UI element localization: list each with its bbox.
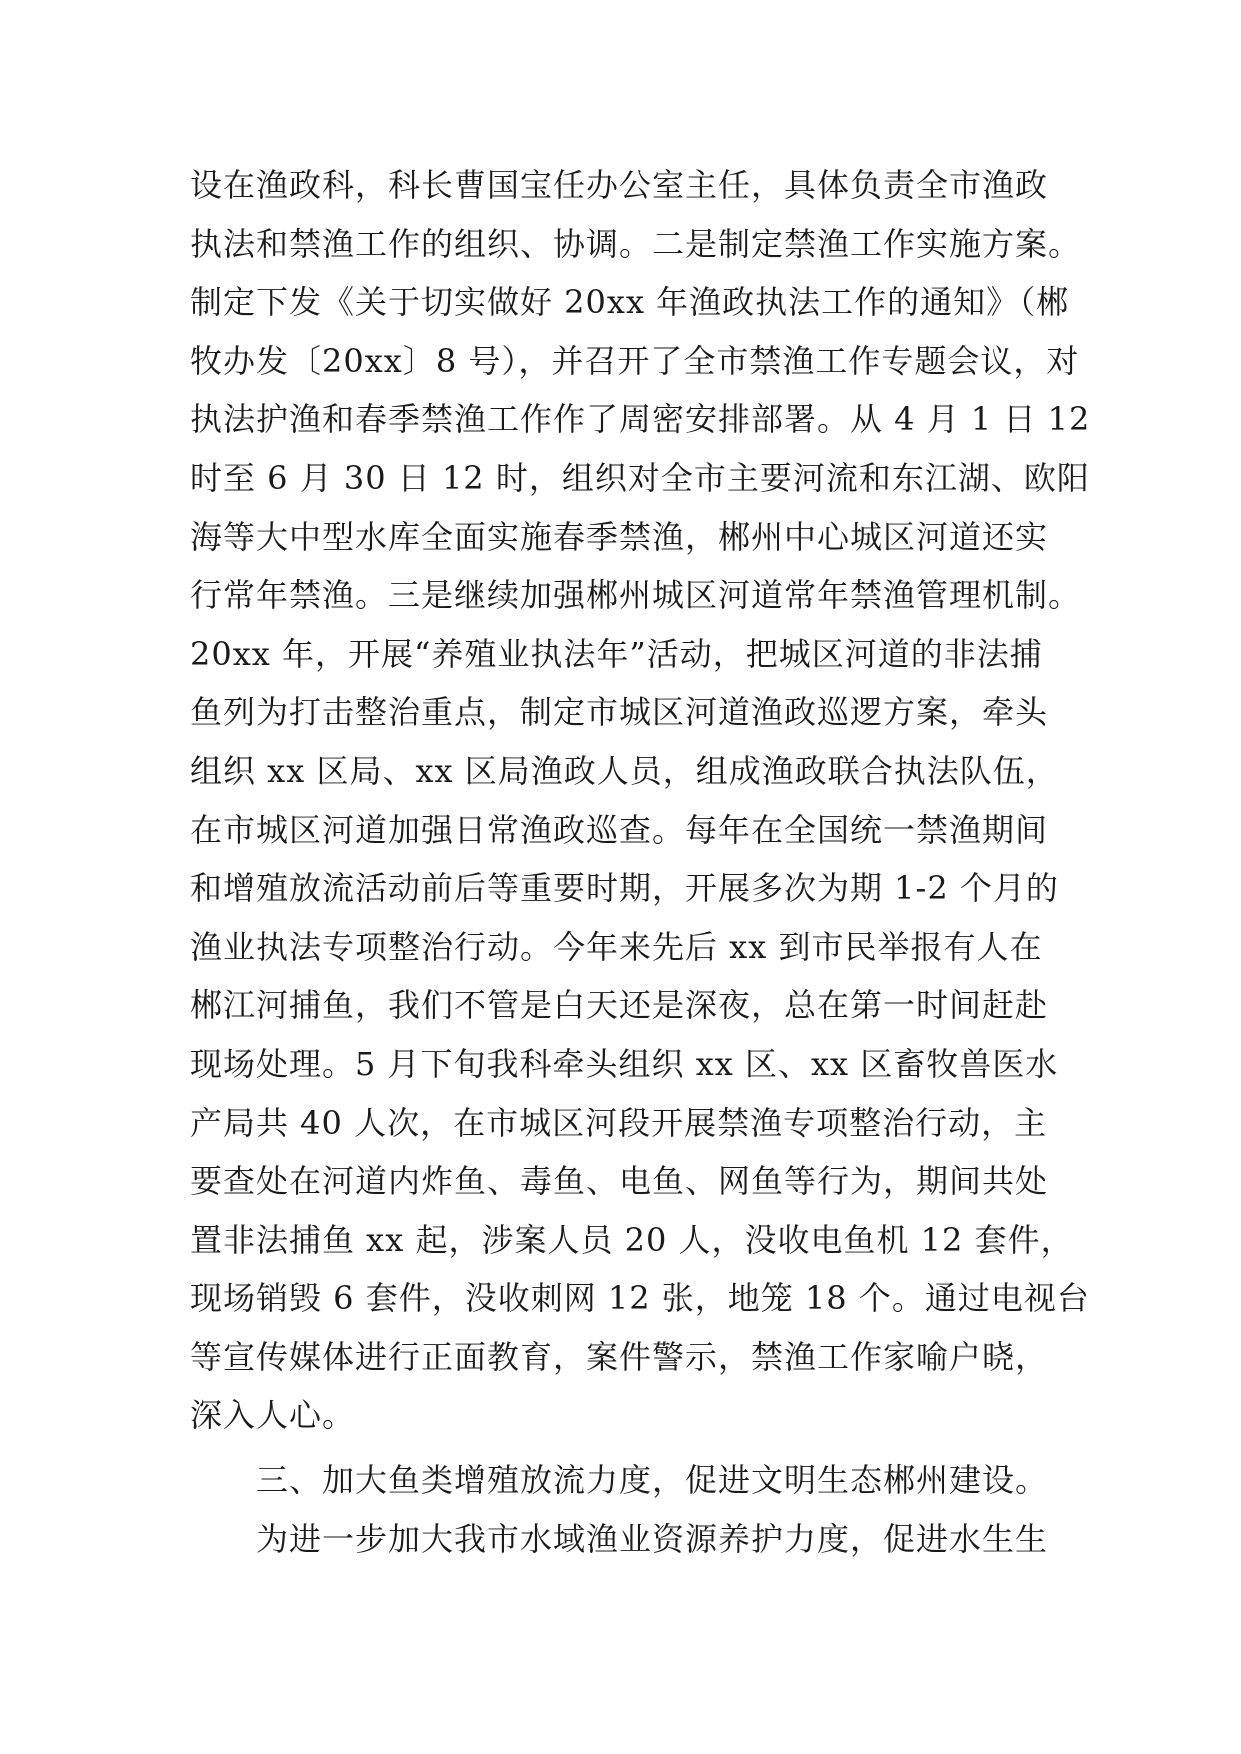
text-line: 时至 6 月 30 日 12 时，组织对全市主要河流和东江湖、欧阳	[190, 458, 1090, 497]
paragraph-start-line: 为进一步加大我市水域渔业资源养护力度，促进水生生	[256, 1519, 1049, 1558]
text-line: 深入人心。	[190, 1396, 356, 1435]
text-line: 执法护渔和春季禁渔工作作了周密安排部署。从 4 月 1 日 12	[190, 400, 1091, 439]
text-line: 制定下发《关于切实做好 20xx 年渔政执法工作的通知》（郴	[190, 283, 1070, 322]
text-line: 在市城区河道加强日常渔政巡查。每年在全国统一禁渔期间	[190, 810, 1049, 849]
text-line: 组织 xx 区局、xx 区局渔政人员，组成渔政联合执法队伍，	[190, 751, 1059, 790]
text-line: 郴江河捕鱼，我们不管是白天还是深夜，总在第一时间赶赴	[190, 986, 1049, 1025]
section-heading: 三、加大鱼类增殖放流力度，促进文明生态郴州建设。	[256, 1461, 1049, 1500]
text-line: 要查处在河道内炸鱼、毒鱼、电鱼、网鱼等行为，期间共处	[190, 1162, 1049, 1201]
body-text	[190, 156, 1091, 1568]
text-line: 行常年禁渔。三是继续加强郴州城区河道常年禁渔管理机制。	[190, 576, 1082, 615]
text-line: 现场处理。5 月下旬我科牵头组织 xx 区、xx 区畜牧兽医水	[190, 1044, 1059, 1083]
text-line: 执法和禁渔工作的组织、协调。二是制定禁渔工作实施方案。	[190, 224, 1082, 263]
text-line: 和增殖放流活动前后等重要时期，开展多次为期 1-2 个月的	[190, 869, 1059, 908]
text-line: 20xx 年，开展“养殖业执法年”活动，把城区河道的非法捕	[190, 634, 1043, 673]
text-line: 牧办发〔20xx〕8 号），并召开了全市禁渔工作专题会议，对	[190, 341, 1080, 380]
text-line: 现场销毁 6 套件，没收刺网 12 张，地笼 18 个。通过电视台	[190, 1279, 1090, 1318]
text-line: 海等大中型水库全面实施春季禁渔，郴州中心城区河道还实	[190, 517, 1049, 556]
text-line: 设在渔政科，科长曹国宝任办公室主任，具体负责全市渔政	[190, 166, 1049, 204]
text-line: 置非法捕鱼 xx 起，涉案人员 20 人，没收电鱼机 12 套件，	[190, 1220, 1074, 1259]
text-line: 等宣传媒体进行正面教育，案件警示，禁渔工作家喻户晓，	[190, 1337, 1049, 1376]
text-line: 鱼列为打击整治重点，制定市城区河道渔政巡逻方案，牵头	[190, 693, 1049, 732]
text-line: 渔业执法专项整治行动。今年来先后 xx 到市民举报有人在	[190, 927, 1043, 966]
text-line: 产局共 40 人次，在市城区河段开展禁渔专项整治行动，主	[190, 1103, 1048, 1142]
